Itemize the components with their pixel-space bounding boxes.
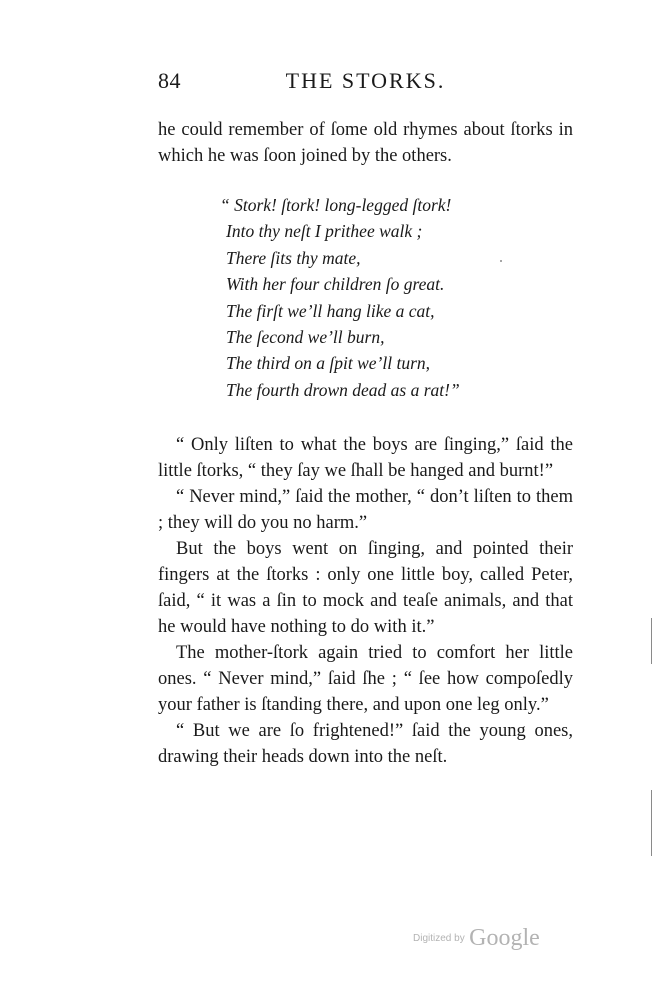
page-header xyxy=(158,68,573,102)
scan-edge-mark xyxy=(651,790,652,856)
google-logo: Google xyxy=(469,925,540,951)
body-paragraph: “ But we are ſo frightened!” ſaid the young ones, drawing their heads down into the neſt. xyxy=(158,721,573,767)
scan-edge-mark xyxy=(651,618,652,664)
body-paragraph: “ Only liſten to what the boys are ſinging,” ſaid the little ſtorks, “ they ſay we ſhall be hanged and burnt!” xyxy=(158,435,573,481)
intro-text xyxy=(158,117,573,169)
watermark-prefix: Digitized by xyxy=(413,933,465,944)
verse-line: The fourth drown dead as a rat!” xyxy=(226,379,460,400)
rhyme-verse xyxy=(220,192,460,403)
body-paragraph: “ Never mind,” ſaid the mother, “ don’t liſten to them ; they will do you no harm.” xyxy=(158,487,573,533)
verse-line: “ Stork! ſtork! long-legged ſtork! xyxy=(220,195,452,215)
intro-paragraph: he could remember of ſome old rhymes about ſtorks in which he was ſoon joined by the others. xyxy=(158,120,573,166)
verse-line: There ſits thy mate, xyxy=(226,247,361,268)
verse-line: The third on a ſpit we’ll turn, xyxy=(226,353,431,374)
prose-text xyxy=(158,432,573,770)
verse-line: Into thy neſt I prithee walk ; xyxy=(226,221,423,242)
running-title: THE STORKS. xyxy=(285,68,446,93)
scan-speck xyxy=(500,260,502,262)
digitized-watermark xyxy=(413,925,540,952)
verse-line: The ſecond we’ll burn, xyxy=(226,327,385,348)
page-number: 84 xyxy=(158,68,181,93)
body-paragraph: But the boys went on ſinging, and pointed their fingers at the ſtorks : only one little boy, called Peter, ſaid, “ it was a ſin to mock and teaſe animals, and that he would have nothing to do with it.” xyxy=(158,539,573,637)
verse-line: With her four children ſo great. xyxy=(226,274,445,295)
body-paragraph: The mother-ſtork again tried to comfort her little ones. “ Never mind,” ſaid ſhe ; “ ſee how compoſedly your father is ſtanding there, and upon one leg only.” xyxy=(158,643,573,715)
verse-line: The firſt we’ll hang like a cat, xyxy=(226,300,435,321)
